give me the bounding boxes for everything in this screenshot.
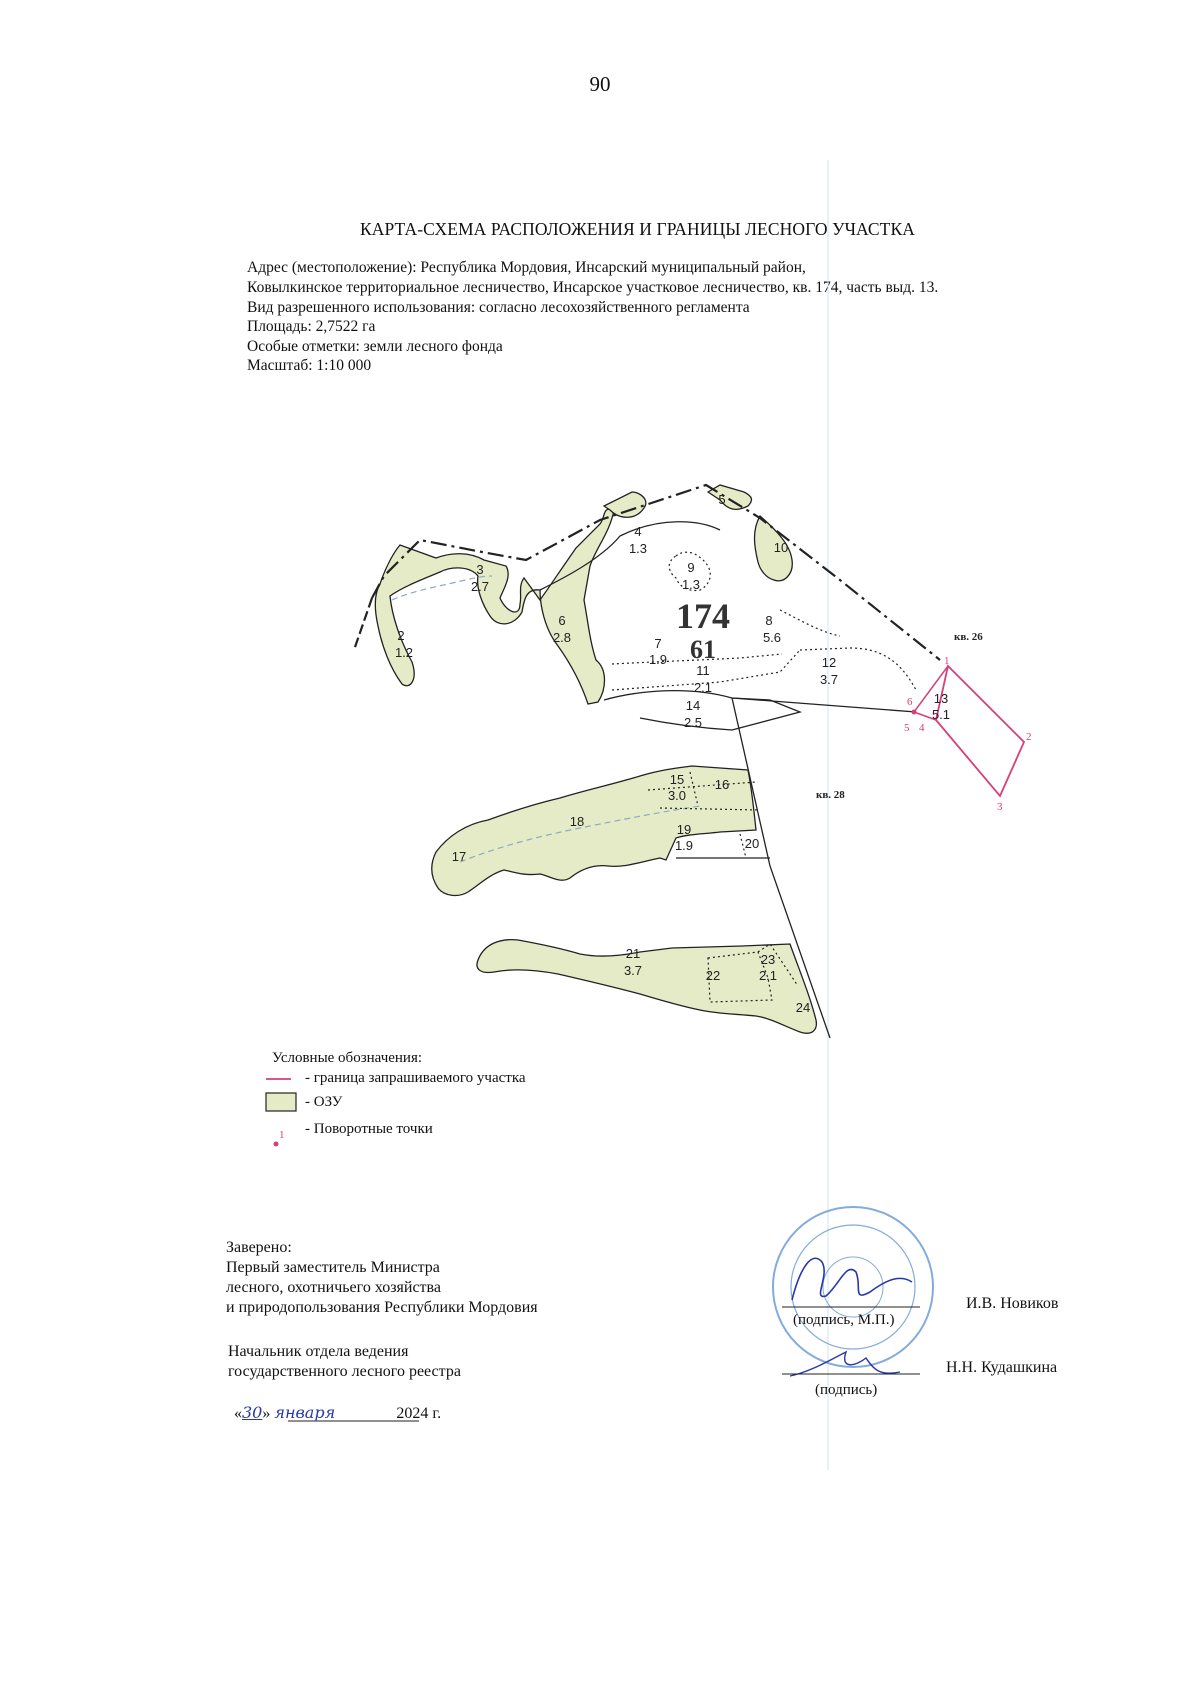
- turn-point-labels: [904, 655, 1032, 813]
- turn-point-4: 4: [919, 722, 925, 734]
- address-line-2: Ковылкинское территориальное лесничество, Инсарское участковое лесничество, кв. 174, часть выд. 13.: [247, 279, 939, 296]
- plot-labels: [395, 492, 950, 1015]
- plot-label-area: 5.6: [762, 630, 782, 645]
- plot-label-area: 5.1: [931, 707, 951, 722]
- plot-label-num: 16: [714, 777, 730, 792]
- quarter-area: 61: [690, 635, 716, 664]
- turn-point-6: 6: [907, 696, 913, 708]
- date-year: 2024 г.: [396, 1405, 442, 1422]
- plot-label-area: 1.3: [628, 541, 648, 556]
- plot-label-area: 3.7: [623, 963, 643, 978]
- plot-label-num: 18: [569, 814, 585, 829]
- quarter-boundary: [354, 485, 940, 660]
- plot-label-num: 21: [625, 946, 641, 961]
- plot-label-num: 22: [705, 968, 721, 983]
- plot-label-area: 2.1: [693, 680, 713, 695]
- official-stamp: [773, 1207, 933, 1367]
- signature-caption-1: (подпись, М.П.): [793, 1312, 895, 1328]
- requested-plot-boundary: [933, 666, 1024, 796]
- plot-label-area: 1.2: [394, 645, 414, 660]
- address-line-1: Адрес (местоположение): Республика Мордовия, Инсарский муниципальный район,: [247, 259, 806, 276]
- legend-heading: Условные обозначения:: [272, 1050, 423, 1066]
- date-open-quote: «: [234, 1405, 242, 1422]
- map-title: КАРТА-СХЕМА РАСПОЛОЖЕНИЯ И ГРАНИЦЫ ЛЕСНОГО УЧАСТКА: [360, 219, 915, 239]
- plot-label-num: 23: [760, 952, 776, 967]
- legend-ozu-swatch: [266, 1093, 296, 1111]
- plot-label-num: 11: [696, 663, 710, 678]
- outer-boundary-west: [354, 598, 372, 650]
- plot-label-area: 2.7: [470, 579, 490, 594]
- plot-label-num: 7: [654, 636, 662, 651]
- plot-label-num: 15: [669, 772, 685, 787]
- plot-label-num: 12: [821, 655, 837, 670]
- dotted-12: [800, 648, 916, 690]
- plot-label-num: 14: [685, 698, 701, 713]
- plot-label-area: 2.5: [683, 715, 703, 730]
- plot-label-area: 2.8: [552, 630, 572, 645]
- plot-label-num: 20: [744, 836, 760, 851]
- plot-label-num: 2: [397, 628, 405, 643]
- scale-line: Масштаб: 1:10 000: [247, 357, 372, 374]
- outer-boundary-north: [372, 485, 940, 660]
- position-line-4: Начальник отдела ведения: [228, 1343, 409, 1360]
- date-line: [234, 1403, 441, 1423]
- turn-point-marker-5: [912, 710, 917, 715]
- usage-line: Вид разрешенного использования: согласно лесохозяйственного регламента: [247, 299, 750, 316]
- ozu-plot-15-18: [432, 766, 756, 895]
- quarter-number: 174: [676, 596, 730, 636]
- date-day: 30: [242, 1403, 263, 1422]
- position-line-5: государственного лесного реестра: [228, 1363, 461, 1380]
- notes-line: Особые отметки: земли лесного фонда: [247, 338, 503, 355]
- plot-label-num: 19: [676, 822, 692, 837]
- plot-label-area: 1.9: [674, 838, 694, 853]
- plot-label-num: 4: [634, 524, 642, 539]
- plot-label-area: 3.7: [819, 672, 839, 687]
- turn-point-2: 2: [1026, 731, 1032, 743]
- page-number: 90: [589, 72, 611, 96]
- legend-point-number: 1: [279, 1129, 285, 1141]
- plot-label-num: 6: [558, 613, 566, 628]
- plot-label-num: 13: [933, 691, 949, 706]
- plot-label-area: 1.9: [648, 652, 668, 667]
- plot-label-num: 10: [773, 540, 789, 555]
- plot-label-area: 1.3: [681, 577, 701, 592]
- neighbour-quarter-28: кв. 28: [816, 789, 845, 801]
- signer-1-name: И.В. Новиков: [966, 1295, 1059, 1312]
- turn-point-3: 3: [997, 801, 1003, 813]
- certified-label: Заверено:: [226, 1239, 292, 1256]
- dotted-8: [780, 610, 840, 636]
- plot-label-num: 3: [476, 562, 484, 577]
- signer-2-name: Н.Н. Кудашкина: [946, 1359, 1058, 1376]
- legend-ozu-label: - ОЗУ: [305, 1094, 343, 1110]
- position-line-2: лесного, охотничьего хозяйства: [226, 1279, 441, 1296]
- plot-label-num: 8: [765, 613, 773, 628]
- turn-point-5: 5: [904, 722, 910, 734]
- signature-2: [790, 1352, 900, 1376]
- ozu-plot-2-3: [375, 509, 614, 704]
- plot-label-num: 5: [718, 492, 726, 507]
- neighbour-quarter-26: кв. 26: [954, 631, 983, 643]
- turn-point-1: 1: [944, 655, 950, 667]
- plot-label-num: 17: [451, 849, 467, 864]
- plot-label-area: 3.0: [667, 788, 687, 803]
- signature-1: [792, 1258, 912, 1300]
- position-line-1: Первый заместитель Министра: [226, 1259, 440, 1276]
- legend-points-label: - Поворотные точки: [305, 1121, 433, 1137]
- ozu-areas: [375, 485, 816, 1033]
- plot-label-num: 9: [687, 560, 695, 575]
- plot-label-area: 2.1: [758, 968, 778, 983]
- legend-point-marker: [274, 1142, 279, 1147]
- signature-caption-2: (подпись): [815, 1382, 878, 1398]
- ozu-plot-5: [708, 485, 751, 509]
- plot-label-num: 24: [795, 1000, 811, 1015]
- date-month: января: [274, 1403, 336, 1422]
- date-close-quote: »: [262, 1405, 271, 1422]
- area-line: Площадь: 2,7522 га: [247, 318, 376, 335]
- position-line-3: и природопользования Республики Мордовия: [226, 1299, 538, 1316]
- legend-boundary-label: - граница запрашиваемого участка: [305, 1070, 526, 1086]
